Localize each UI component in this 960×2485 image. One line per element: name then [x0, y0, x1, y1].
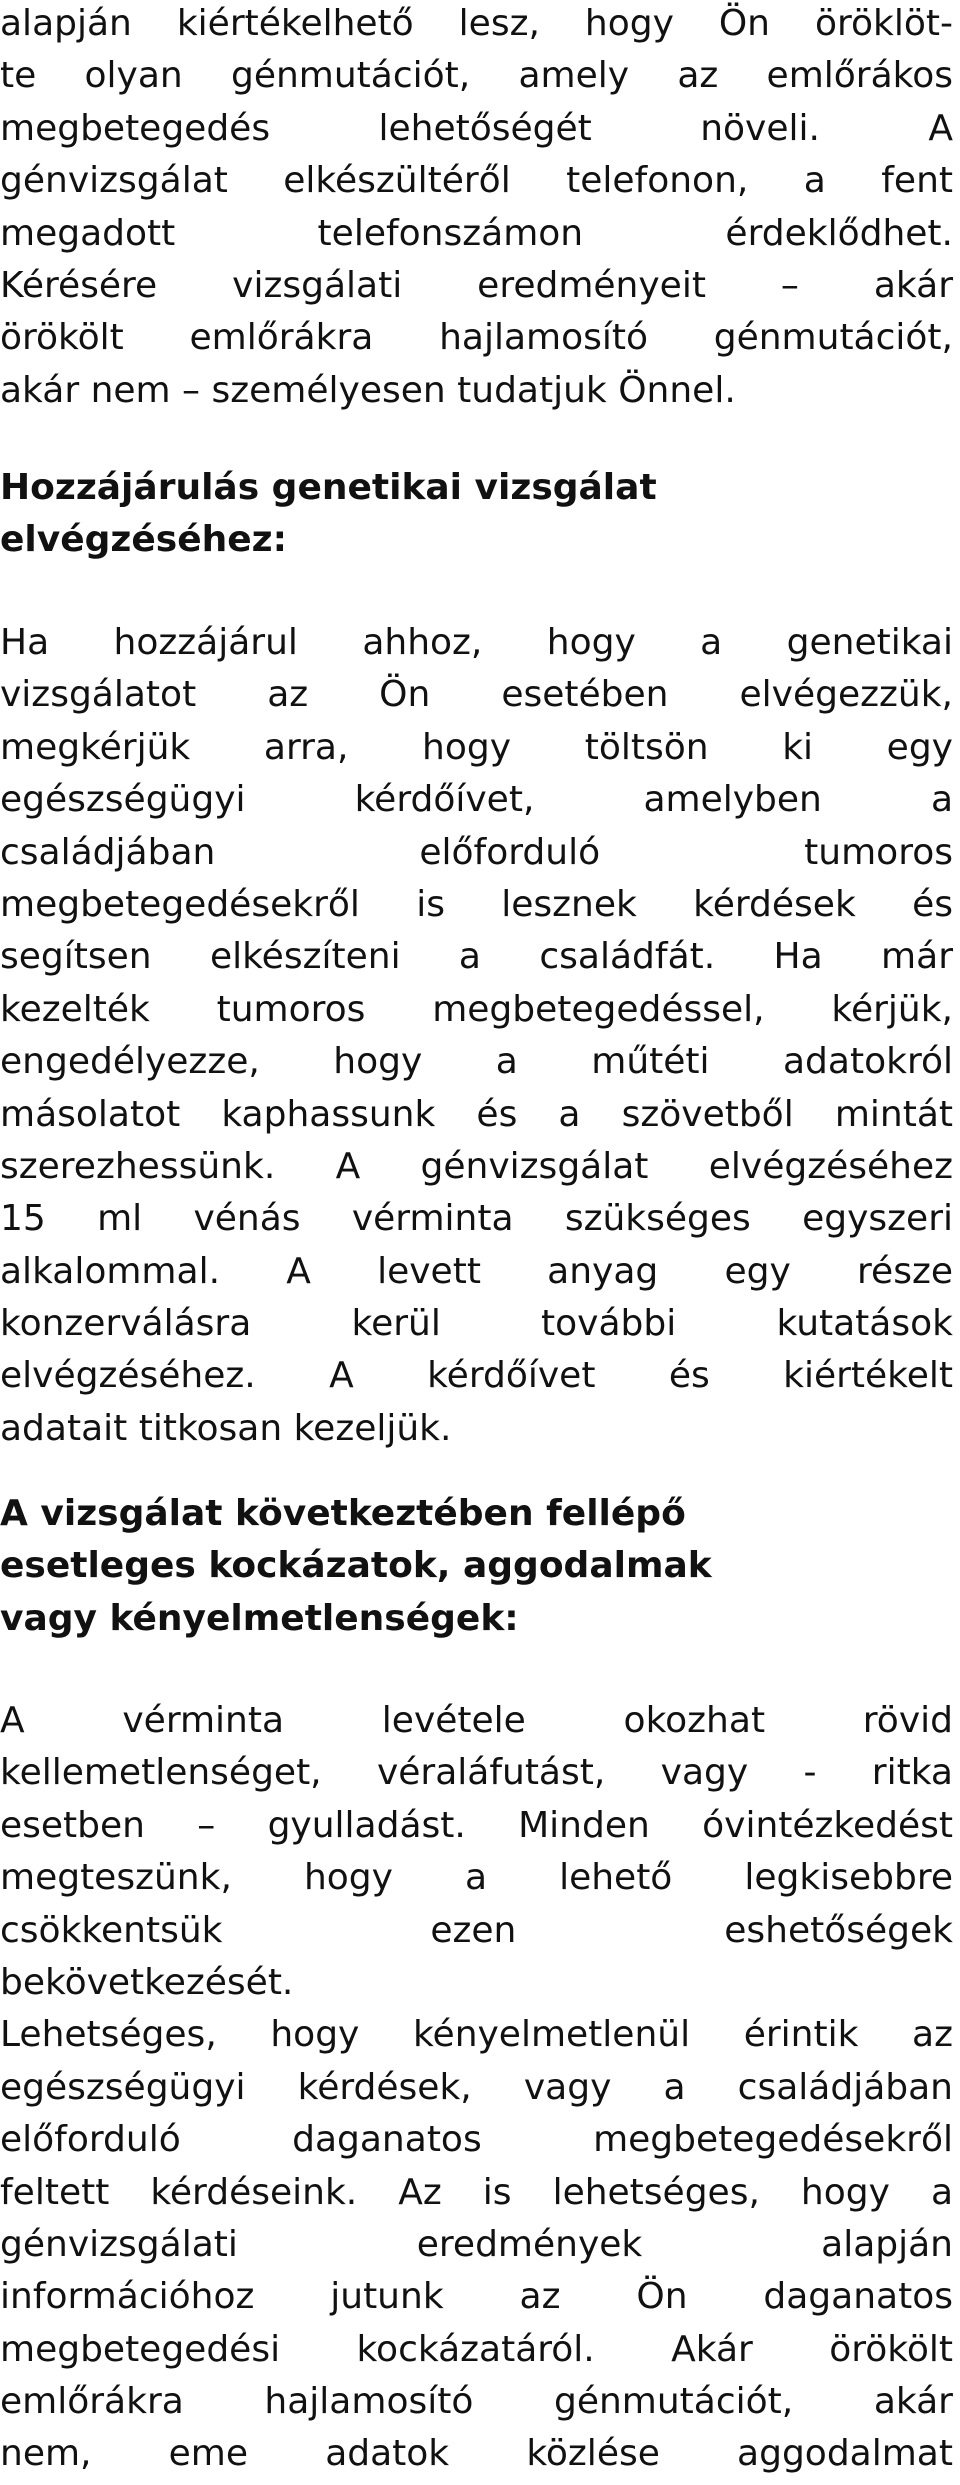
text-line: génvizsgálat elkészültéről telefonon, a fent [0, 160, 953, 202]
text-line: esetben – gyulladást. Minden óvintézkedést [0, 1804, 953, 1846]
text-line: elvégzéséhez. A kérdőívet és kiértékelt [0, 1355, 953, 1397]
text-line: szerezhessünk. A génvizsgálat elvégzéséhez [0, 1145, 953, 1187]
consent-paragraph [0, 617, 953, 1455]
section-heading-risks [0, 1488, 953, 1645]
text-line: megbetegedésekről is lesznek kérdések és [0, 883, 953, 925]
text-line: megadott telefonszámon érdeklődhet. [0, 212, 953, 254]
text-line: segítsen elkészíteni a családfát. Ha már [0, 936, 953, 978]
risks-paragraph [0, 1695, 953, 2481]
text-line: A vérminta levétele okozhat rövid [0, 1700, 953, 1741]
text-line: engedélyezze, hogy a műtéti adatokról [0, 1041, 953, 1083]
intro-paragraph [0, 0, 953, 417]
text-line: kezelték tumoros megbetegedéssel, kérjük, [0, 988, 953, 1030]
text-line: emlőrákra hajlamosító génmutációt, akár [0, 2381, 953, 2423]
text-line: alkalommal. A levett anyag egy része [0, 1250, 953, 1292]
text-line: te olyan génmutációt, amely az emlőrákos [0, 55, 953, 97]
text-line: konzerválásra kerül további kutatások [0, 1303, 953, 1345]
text-line: másolatot kaphassunk és a szövetből mintát [0, 1093, 953, 1135]
text-line: 15 ml vénás vérminta szükséges egyszeri [0, 1198, 953, 1240]
text-line: Lehetséges, hogy kényelmetlenül érintik az [0, 2014, 953, 2056]
section-heading-consent [0, 462, 953, 567]
text-line: megteszünk, hogy a lehető legkisebbre [0, 1857, 953, 1899]
heading-line: esetleges kockázatok, aggodalmak [0, 1545, 712, 1587]
heading-line: Hozzájárulás genetikai vizsgálat [0, 467, 657, 508]
text-line: nem, eme adatok közlése aggodalmat [0, 2433, 953, 2475]
heading-line: vagy kényelmetlenségek: [0, 1597, 519, 1639]
text-line: örökölt emlőrákra hajlamosító génmutációt, [0, 317, 953, 359]
text-line: kellemetlenséget, véraláfutást, vagy - ritka [0, 1752, 953, 1794]
text-line: megbetegedési kockázatáról. Akár örökölt [0, 2328, 953, 2370]
text-line: információhoz jutunk az Ön daganatos [0, 2276, 953, 2318]
text-line: Ha hozzájárul ahhoz, hogy a genetikai [0, 622, 953, 663]
text-line: családjában előforduló tumoros [0, 831, 953, 873]
text-line: megbetegedés lehetőségét növeli. A [0, 107, 953, 149]
text-line: alapján kiértékelhető lesz, hogy Ön öröklöt- [0, 3, 953, 44]
text-line: egészségügyi kérdőívet, amelyben a [0, 779, 953, 821]
text-line: Kérésére vizsgálati eredményeit – akár [0, 264, 953, 306]
text-line: akár nem – személyesen tudatjuk Önnel. [0, 369, 736, 411]
text-line: adatait titkosan kezeljük. [0, 1407, 452, 1449]
heading-line: elvégzéséhez: [0, 519, 288, 561]
text-line: vizsgálatot az Ön esetében elvégezzük, [0, 674, 953, 716]
text-line: megkérjük arra, hogy töltsön ki egy [0, 726, 953, 768]
text-line: csökkentsük ezen eshetőségek [0, 1909, 953, 1951]
heading-line: A vizsgálat következtében fellépő [0, 1493, 686, 1534]
text-line: egészségügyi kérdések, vagy a családjában [0, 2066, 953, 2108]
text-line: feltett kérdéseink. Az is lehetséges, hogy a [0, 2171, 953, 2213]
text-line: génvizsgálati eredmények alapján [0, 2223, 953, 2265]
text-line: előforduló daganatos megbetegedésekről [0, 2119, 953, 2161]
text-line: bekövetkezését. [0, 1961, 294, 2003]
